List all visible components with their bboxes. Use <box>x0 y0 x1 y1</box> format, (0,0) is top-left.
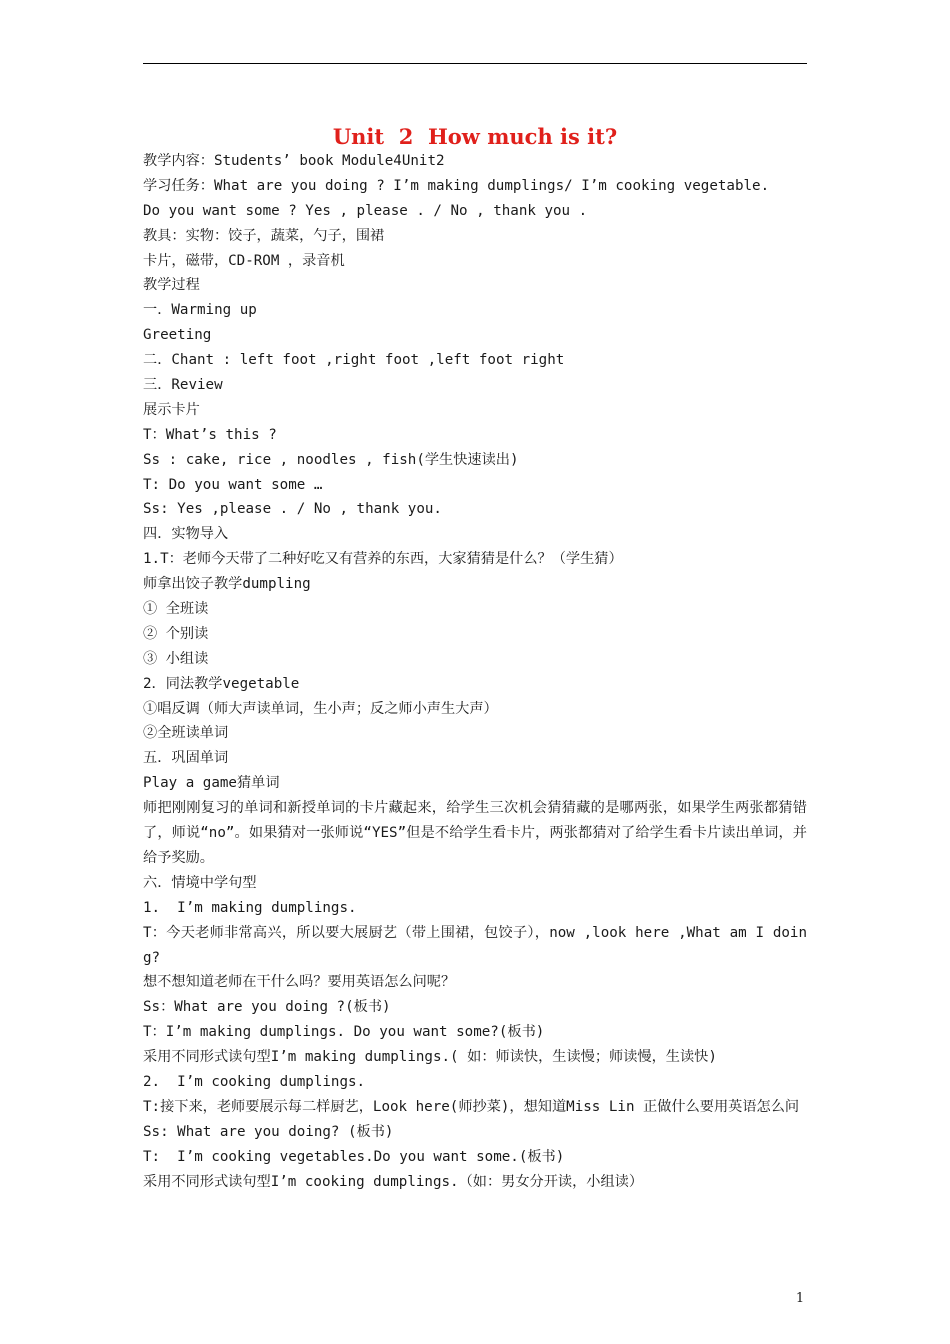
text-line: Ss: Yes ,please . / No , thank you. <box>143 501 442 518</box>
text-line: 想不想知道老师在干什么吗？要用英语怎么问呢？ <box>143 974 456 991</box>
page-title: Unit 2 How much is it? <box>332 124 618 149</box>
text-line: 师拿出饺子教学dumpling <box>143 576 311 593</box>
section-heading: 六．情境中学句型 <box>143 874 257 891</box>
text-line: 采用不同形式读句型I’m cooking dumplings.（如：男女分开读，小组读） <box>143 1173 644 1190</box>
section-heading: 五．巩固单词 <box>143 750 229 767</box>
paragraph: 师把刚刚复习的单词和新授单词的卡片藏起来，给学生三次机会猜猜藏的是哪两张，如果学生两张都猜错了，师说“no”。如果猜对一张师说“YES”但是不给学生看卡片，两张都猜对了给学生看卡片读出单词，并给予奖励。 <box>143 800 807 866</box>
list-item: ②全班读单词 <box>143 725 229 742</box>
text-line: Do you want some ? Yes , please . / No , thank you . <box>143 202 588 219</box>
header-rule <box>143 63 807 64</box>
text-line: T：I’m making dumplings. Do you want some?(板书) <box>143 1024 545 1041</box>
text-line: Play a game猜单词 <box>143 775 280 792</box>
list-item: ③ 小组读 <box>143 650 209 667</box>
text-line: Greeting <box>143 327 212 344</box>
section-heading: 教学过程 <box>143 277 200 294</box>
text-line: 1. I’m making dumplings. <box>143 899 357 916</box>
text-line: 1.T：老师今天带了二种好吃又有营养的东西，大家猜猜是什么？（学生猜） <box>143 551 623 568</box>
text-line: 学习任务：What are you doing ? I’m making dumplings/ I’m cooking vegetable. <box>143 177 770 194</box>
text-line: T: Do you want some … <box>143 476 323 493</box>
section-heading: 一．Warming up <box>143 302 257 319</box>
paragraph: T:接下来，老师要展示每二样厨艺，Look here(师抄菜)，想知道Miss Lin 正做什么要用英语怎么问 <box>143 1098 800 1115</box>
text-line: Ss: What are you doing? (板书) <box>143 1123 394 1140</box>
text-line: 2．同法教学vegetable <box>143 675 300 692</box>
text-line: T: I’m cooking vegetables.Do you want some.(板书) <box>143 1148 565 1165</box>
text-line: 采用不同形式读句型I’m making dumplings.( 如：师读快，生读慢；师读慢，生读快) <box>143 1049 717 1066</box>
section-heading: 三．Review <box>143 377 223 394</box>
text-line: Ss：What are you doing ?(板书) <box>143 999 391 1016</box>
text-line: 展示卡片 <box>143 401 200 418</box>
text-line: 教具：实物：饺子，蔬菜，勺子，围裙 <box>143 227 385 244</box>
text-line: 卡片，磁带，CD-ROM ，录音机 <box>143 252 345 269</box>
list-item: ① 全班读 <box>143 601 209 618</box>
document-body <box>143 149 807 1195</box>
text-line: 2. I’m cooking dumplings. <box>143 1074 366 1091</box>
section-heading: 四．实物导入 <box>143 526 229 543</box>
list-item: ② 个别读 <box>143 625 209 642</box>
section-heading: 二．Chant : left foot ,right foot ,left foot right <box>143 352 565 369</box>
text-line: 教学内容：Students’ book Module4Unit2 <box>143 153 445 169</box>
text-line: Ss : cake, rice , noodles , fish(学生快速读出) <box>143 451 519 468</box>
text-line: T：What’s this ? <box>143 426 277 443</box>
list-item: ①唱反调（师大声读单词，生小声；反之师小声生大声） <box>143 700 498 717</box>
paragraph: T：今天老师非常高兴，所以要大展厨艺（带上围裙，包饺子），now ,look here ,What am I doing? <box>143 924 807 966</box>
page-number: 1 <box>795 1291 805 1306</box>
